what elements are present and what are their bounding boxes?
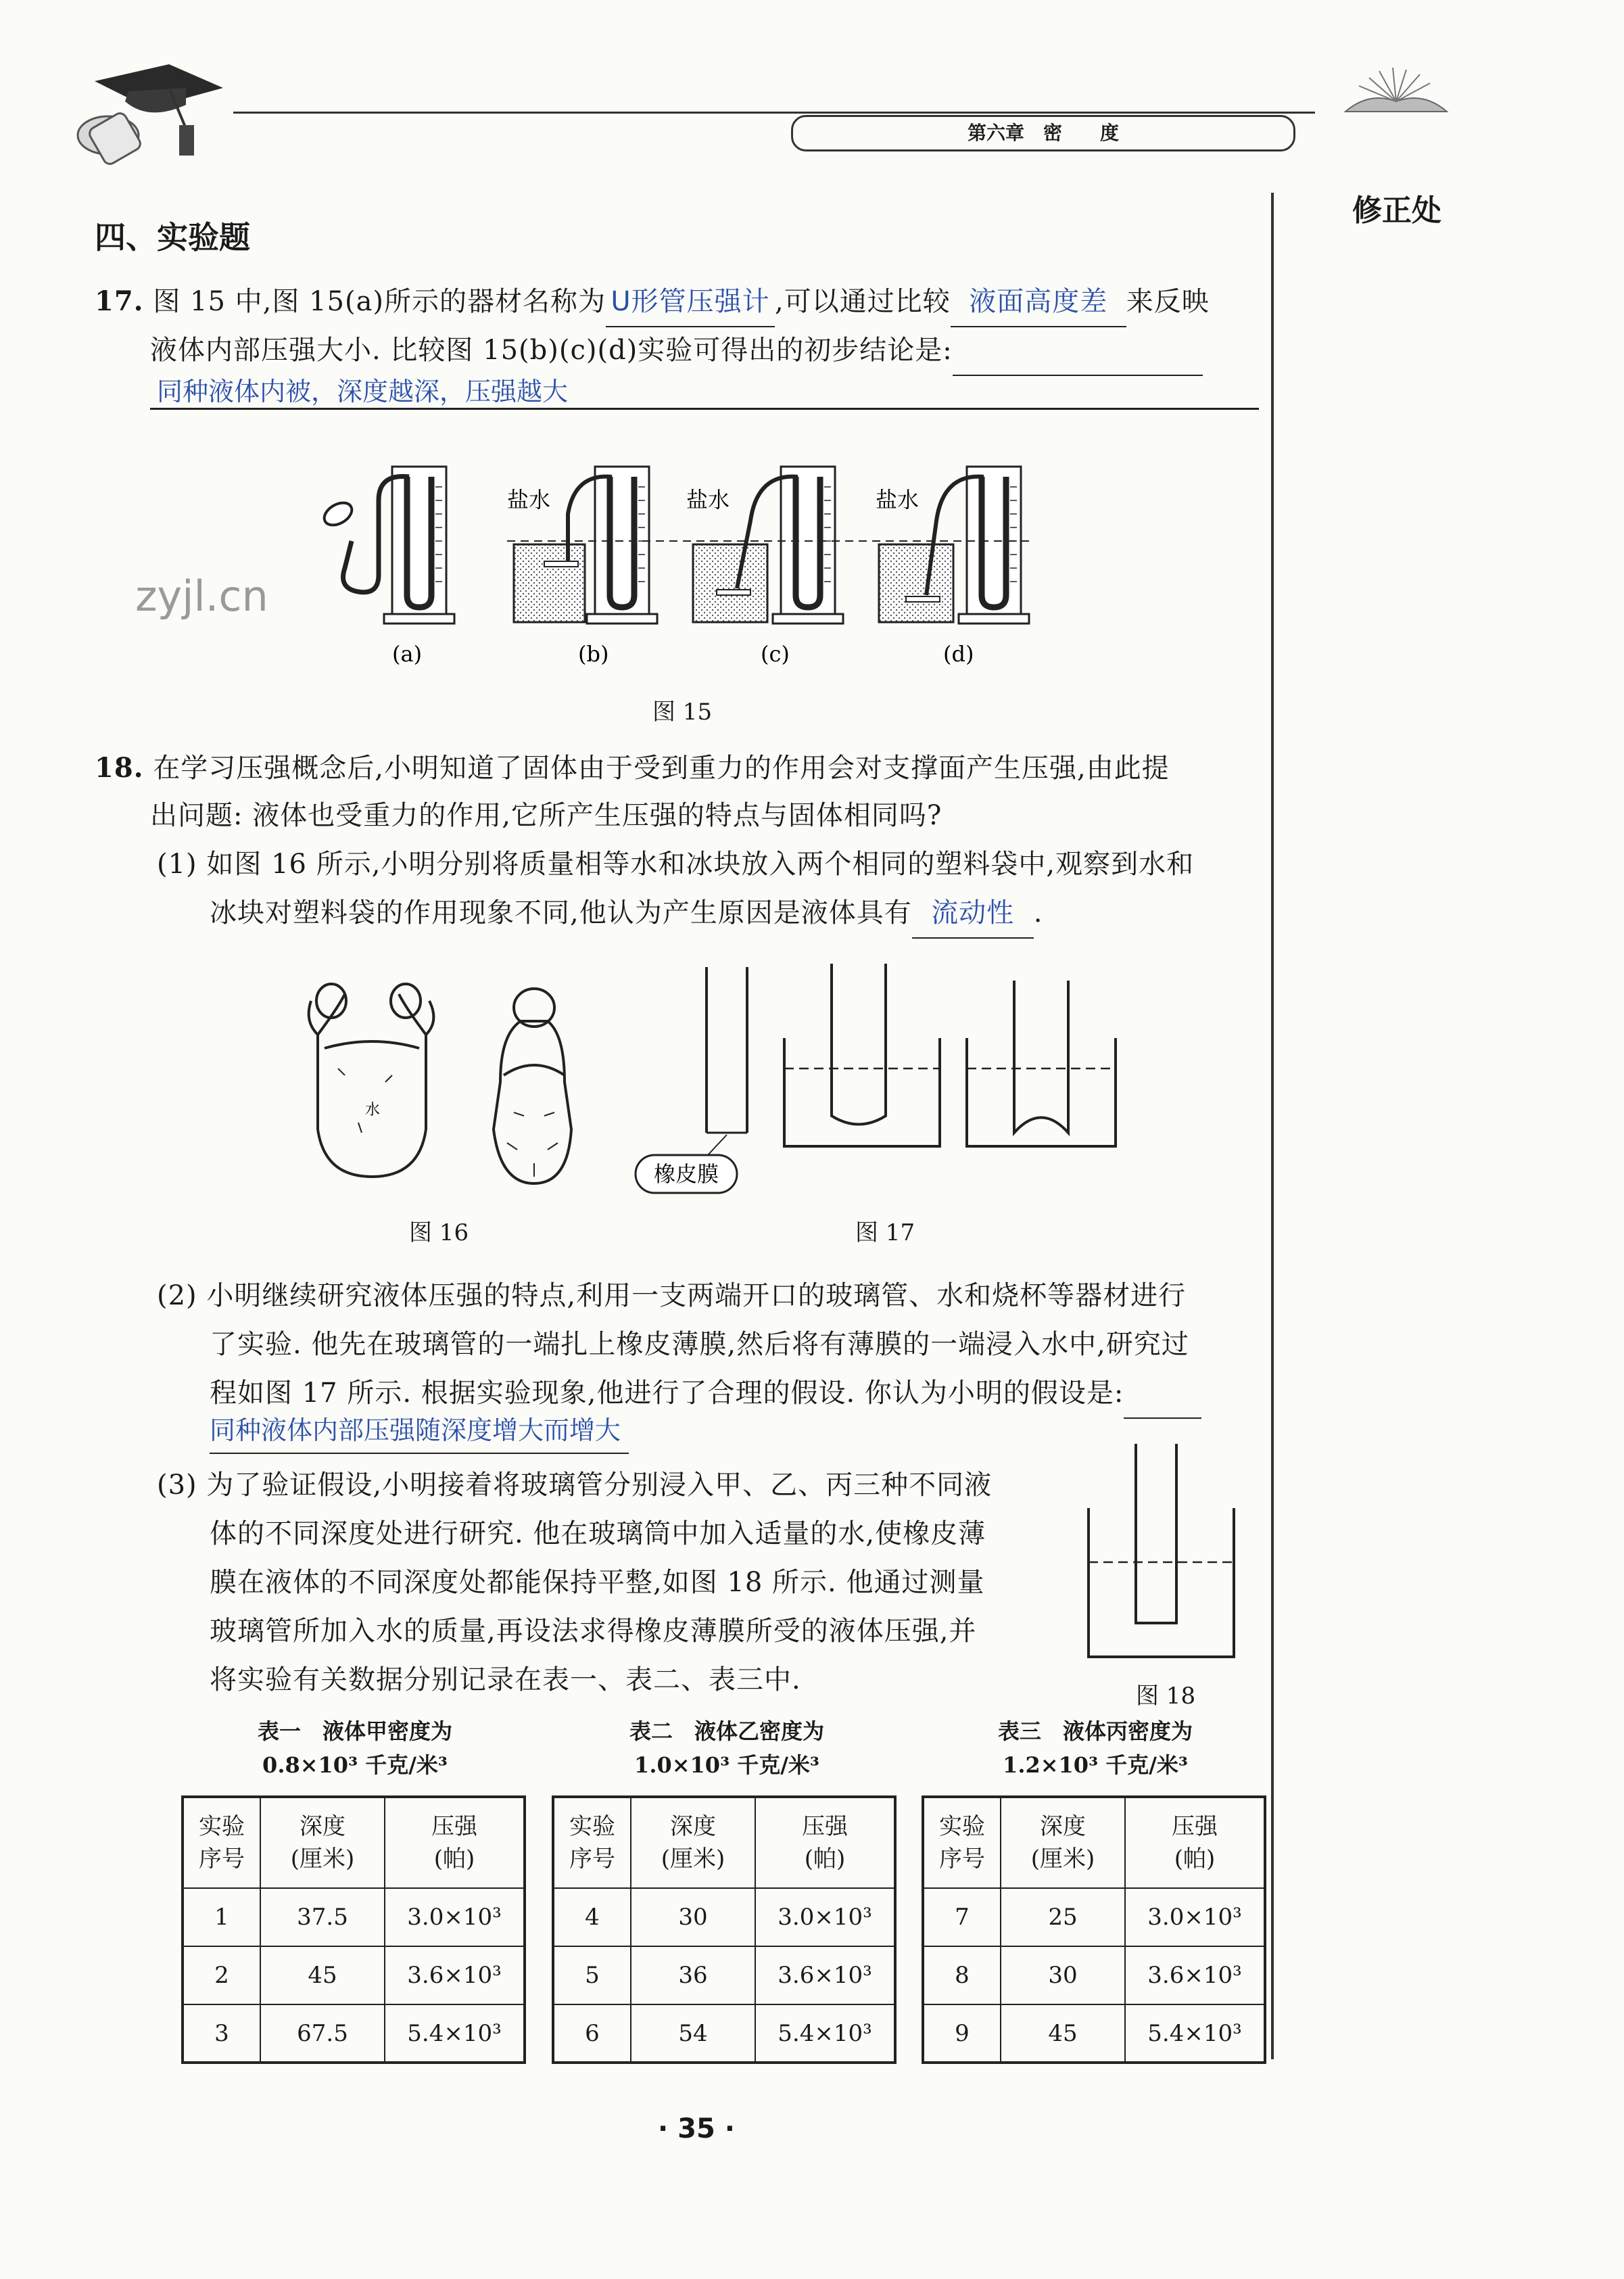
- figure-18: [1082, 1440, 1244, 1670]
- table1-header-index: 实验 序号: [183, 1797, 260, 1888]
- open-book-icon: [1342, 64, 1450, 118]
- table-cell: 3.6×10³: [385, 1946, 525, 2004]
- header-rule: [233, 112, 1315, 114]
- fig17-caption: 图 17: [855, 1219, 915, 1246]
- table-cell: 6: [553, 2004, 631, 2063]
- fig15-salt-label-1: 盐水: [507, 487, 551, 513]
- q18-part3-label: (3): [157, 1470, 197, 1501]
- fig16-caption: 图 16: [409, 1219, 469, 1246]
- q17-line2-text: 液体内部压强大小. 比较图 15(b)(c)(d)实验可得出的初步结论是:: [150, 335, 953, 366]
- fig15-label-c: (c): [761, 641, 790, 667]
- q18-part3-line4: 玻璃管所加入水的质量,再设法求得橡皮薄膜所受的液体压强,并: [210, 1616, 977, 1647]
- q18-part2-answer-line: [210, 1413, 629, 1454]
- table-1: [181, 1795, 526, 2064]
- q18-part1-answer: 流动性: [931, 897, 1015, 929]
- table1-caption: [183, 1714, 527, 1782]
- table3-title: 表三 液体丙密度为: [997, 1718, 1193, 1744]
- q18-part1-text2: 冰块对塑料袋的作用现象不同,他认为产生原因是液体具有: [210, 897, 912, 929]
- q18-part2-text1: 小明继续研究液体压强的特点,利用一支两端开口的玻璃管、水和烧杯等器材进行: [206, 1280, 1187, 1311]
- table-cell: 67.5: [260, 2004, 385, 2063]
- table2-header-index: 实验 序号: [553, 1797, 631, 1888]
- table2-caption: [554, 1714, 899, 1782]
- table-cell: 30: [631, 1888, 755, 1946]
- table-cell: 8: [923, 1946, 1001, 2004]
- margin-divider: [1271, 193, 1274, 2059]
- fig15-salt-label-3: 盐水: [876, 487, 920, 513]
- table-cell: 3.0×10³: [755, 1888, 895, 1946]
- q18-intro-line1: [95, 744, 1170, 793]
- fig15-label-b: (b): [578, 641, 609, 667]
- watermark: zyjl.cn: [135, 571, 268, 621]
- table-cell: 54: [631, 2004, 755, 2063]
- fig18-caption: 图 18: [1136, 1683, 1196, 1710]
- q18-part3-text1: 为了验证假设,小明接着将玻璃管分别浸入甲、乙、丙三种不同液: [206, 1470, 993, 1501]
- table2-density: 1.0×10³ 千克/米³: [634, 1752, 819, 1778]
- table1-density: 0.8×10³ 千克/米³: [262, 1752, 448, 1778]
- table-cell: 3.6×10³: [1125, 1946, 1265, 2004]
- table-cell: 9: [923, 2004, 1001, 2063]
- table-cell: 1: [183, 1888, 260, 1946]
- q17-answer-line: [150, 408, 1259, 410]
- q18-part3-line1: [157, 1461, 992, 1509]
- fig17-membrane-label: 橡皮膜: [653, 1161, 719, 1187]
- q18-part2-answer: 同种液体内部压强随深度增大而增大: [210, 1415, 621, 1445]
- table-cell: 5.4×10³: [1125, 2004, 1265, 2063]
- table3-header-index: 实验 序号: [923, 1797, 1001, 1888]
- q17-answer-3: 同种液体内被，深度越深，压强越大: [157, 377, 569, 406]
- q18-part2-text3: 程如图 17 所示. 根据实验现象,他进行了合理的假设. 你认为小明的假设是:: [210, 1378, 1124, 1409]
- table3-header-depth: 深度 (厘米): [1001, 1797, 1125, 1888]
- table-cell: 4: [553, 1888, 631, 1946]
- q18-number: 18.: [95, 752, 144, 784]
- table-cell: 37.5: [260, 1888, 385, 1946]
- q17-line1: [95, 277, 1271, 327]
- q17-answer-1: U形管压强计: [611, 286, 770, 317]
- q18-part1-line2: [210, 889, 1043, 939]
- table1-title: 表一 液体甲密度为: [257, 1718, 452, 1744]
- table-cell: 5.4×10³: [755, 2004, 895, 2063]
- q18-intro-line2: 出问题: 液体也受重力的作用,它所产生压强的特点与固体相同吗?: [150, 800, 942, 831]
- q18-part2-line1: [157, 1271, 1186, 1320]
- q17-text-a: 图 15 中,图 15(a)所示的器材名称为: [153, 286, 606, 317]
- table-cell: 3.0×10³: [385, 1888, 525, 1946]
- q18-part3-line5: 将实验有关数据分别记录在表一、表二、表三中.: [210, 1664, 801, 1695]
- table-3: [922, 1795, 1266, 2064]
- q18-part1-end: .: [1033, 897, 1043, 929]
- table-cell: 3.6×10³: [755, 1946, 895, 2004]
- q18-part3-line2: 体的不同深度处进行研究. 他在玻璃筒中加入适量的水,使橡皮薄: [210, 1518, 986, 1549]
- table-cell: 3: [183, 2004, 260, 2063]
- q17-number: 17.: [95, 285, 144, 317]
- q18-part3-line3: 膜在液体的不同深度处都能保持平整,如图 18 所示. 他通过测量: [210, 1567, 985, 1598]
- q18-part2-label: (2): [157, 1280, 197, 1311]
- table1-header-pressure: 压强 (帕): [385, 1797, 525, 1888]
- fig16-water-label: 水: [365, 1102, 381, 1119]
- q17-text-b: ,可以通过比较: [775, 286, 951, 317]
- fig15-label-a: (a): [392, 641, 423, 667]
- q18-part1-label: (1): [157, 849, 197, 880]
- table2-header-depth: 深度 (厘米): [631, 1797, 755, 1888]
- figure-17: [629, 960, 1129, 1211]
- graduation-cap-icon: [68, 54, 230, 169]
- table-cell: 5.4×10³: [385, 2004, 525, 2063]
- table1-header-depth: 深度 (厘米): [260, 1797, 385, 1888]
- table-cell: 2: [183, 1946, 260, 2004]
- table-cell: 45: [1001, 2004, 1125, 2063]
- table-cell: 30: [1001, 1946, 1125, 2004]
- figure-16: [297, 981, 581, 1197]
- table-cell: 3.0×10³: [1125, 1888, 1265, 1946]
- q18-part2-line2: 了实验. 他先在玻璃管的一端扎上橡皮薄膜,然后将有薄膜的一端浸入水中,研究过: [210, 1329, 1189, 1360]
- section-title: 四、实验题: [95, 219, 250, 256]
- q17-text-c: 来反映: [1126, 286, 1210, 317]
- page-number: · 35 ·: [658, 2113, 735, 2144]
- fig15-caption: 图 15: [652, 699, 713, 726]
- table-cell: 7: [923, 1888, 1001, 1946]
- table3-density: 1.2×10³ 千克/米³: [1003, 1752, 1188, 1778]
- table-2: [552, 1795, 897, 2064]
- q18-part1-line1: [157, 840, 1194, 889]
- q17-answer-2: 液面高度差: [969, 286, 1108, 317]
- figure-15: [311, 446, 1068, 669]
- q18-part2-line3: [210, 1369, 1201, 1419]
- table2-title: 表二 液体乙密度为: [629, 1718, 824, 1744]
- table-cell: 5: [553, 1946, 631, 2004]
- table-cell: 36: [631, 1946, 755, 2004]
- table-cell: 45: [260, 1946, 385, 2004]
- q18-part1-text1: 如图 16 所示,小明分别将质量相等水和冰块放入两个相同的塑料袋中,观察到水和: [206, 849, 1195, 880]
- chapter-banner: 第六章 密 度: [791, 115, 1295, 151]
- table2-header-pressure: 压强 (帕): [755, 1797, 895, 1888]
- q18-intro1-text: 在学习压强概念后,小明知道了固体由于受到重力的作用会对支撑面产生压强,由此提: [153, 753, 1170, 784]
- table-cell: 25: [1001, 1888, 1125, 1946]
- fig15-salt-label-2: 盐水: [686, 487, 730, 513]
- q17-line2: [150, 326, 1203, 376]
- fig15-label-d: (d): [943, 641, 974, 667]
- table3-header-pressure: 压强 (帕): [1125, 1797, 1265, 1888]
- margin-label: 修正处: [1352, 193, 1441, 228]
- table3-caption: [923, 1714, 1268, 1782]
